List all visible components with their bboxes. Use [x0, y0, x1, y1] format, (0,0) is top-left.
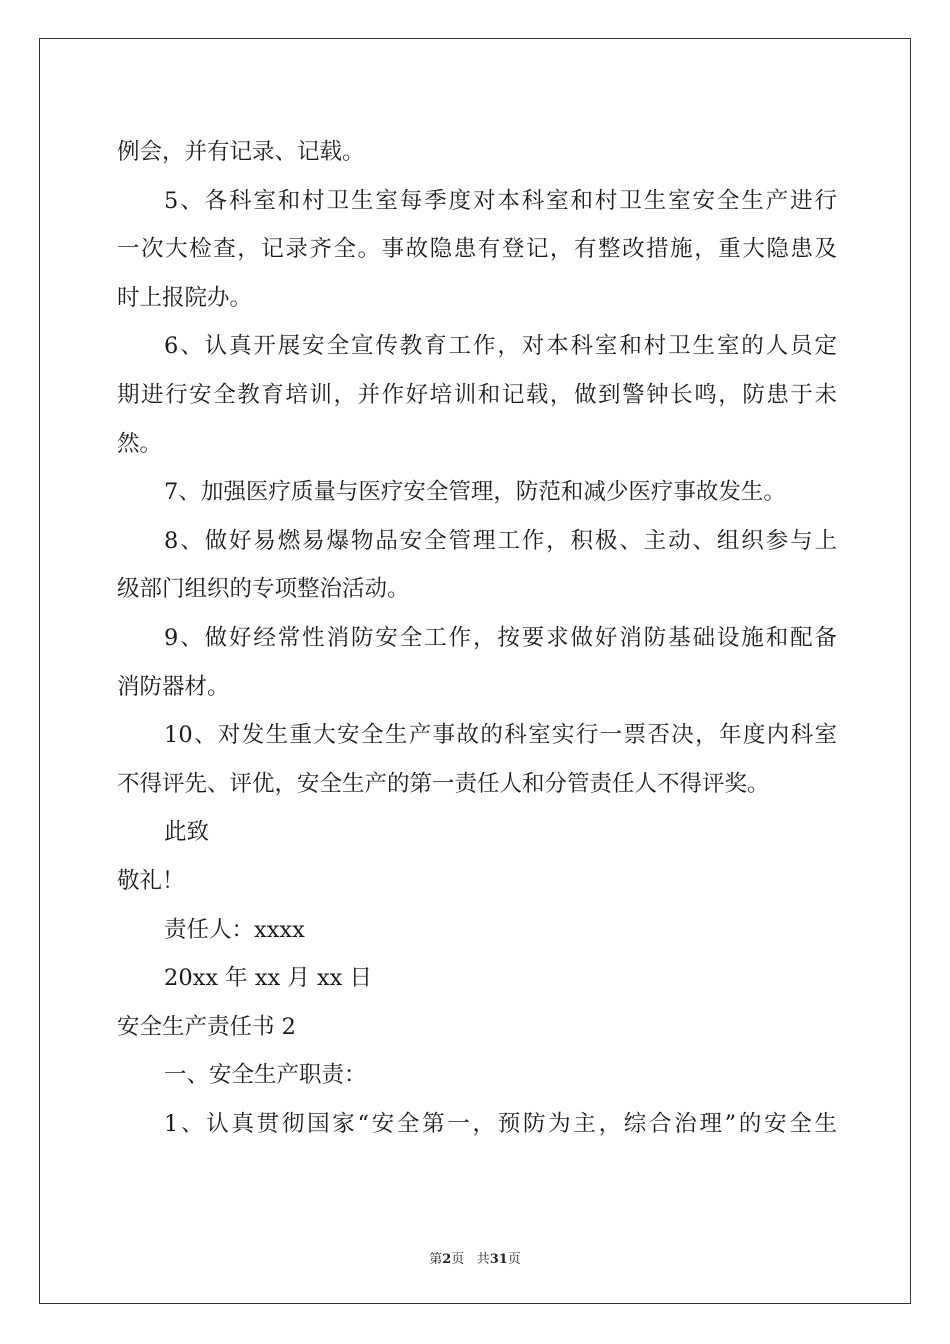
text-line: 20xx 年 xx 月 xx 日 — [164, 965, 373, 992]
text-line: 然。 — [117, 430, 163, 457]
text-line: 10、对发生重大安全生产事故的科室实行一票否决，年度内科室 — [164, 722, 837, 749]
text-line: 敬礼！ — [117, 867, 185, 894]
text-line: 安全生产责任书 2 — [117, 1013, 296, 1040]
text-line: 此致 — [164, 819, 210, 846]
page-footer — [0, 1248, 950, 1267]
text-line: 责任人：xxxx — [164, 916, 305, 943]
text-line: 一、安全生产职责： — [164, 1062, 367, 1089]
footer-page-unit: 页 — [451, 1252, 465, 1267]
text-line: 期进行安全教育培训，并作好培训和记载，做到警钟长鸣，防患于未 — [117, 381, 837, 408]
text-line: 时上报院办。 — [117, 284, 253, 311]
text-line: 不得评先、评优，安全生产的第一责任人和分管责任人不得评奖。 — [117, 770, 770, 797]
text-line: 9、做好经常性消防安全工作，按要求做好消防基础设施和配备 — [164, 624, 837, 651]
text-line: 1、认真贯彻国家“安全第一，预防为主，综合治理”的安全生 — [164, 1110, 837, 1137]
text-line: 6、认真开展安全宣传教育工作，对本科室和村卫生室的人员定 — [164, 333, 837, 360]
text-line: 5、各科室和村卫生室每季度对本科室和村卫生室安全生产进行 — [164, 187, 837, 214]
document-body — [117, 128, 837, 1148]
footer-total-unit: 页 — [507, 1252, 521, 1267]
text-line: 8、做好易燃易爆物品安全管理工作，积极、主动、组织参与上 — [164, 527, 837, 554]
text-line: 消防器材。 — [117, 673, 230, 700]
text-line: 7、加强医疗质量与医疗安全管理，防范和减少医疗事故发生。 — [164, 479, 786, 506]
text-line: 一次大检查，记录齐全。事故隐患有登记，有整改措施，重大隐患及 — [117, 236, 837, 263]
text-line: 例会，并有记录、记载。 — [117, 139, 365, 165]
footer-total-pages: 31 — [489, 1252, 508, 1267]
text-line: 级部门组织的专项整治活动。 — [117, 576, 410, 603]
footer-page-number: 2 — [442, 1252, 452, 1267]
footer-total-prefix: 共 — [476, 1252, 490, 1267]
footer-prefix: 第 — [429, 1252, 443, 1267]
